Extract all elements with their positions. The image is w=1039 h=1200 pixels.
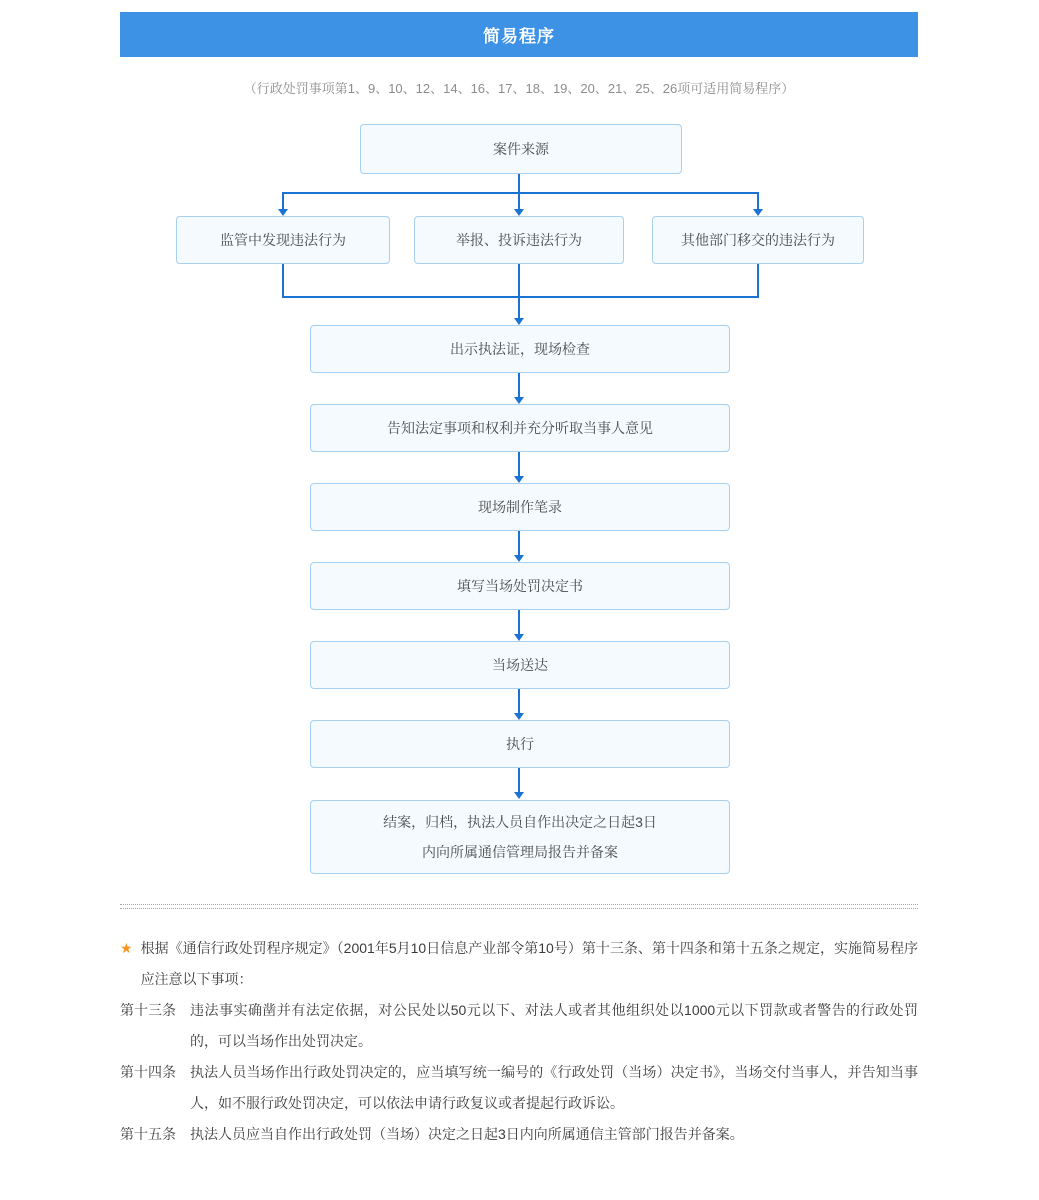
note-item-article-13 (120, 995, 918, 1057)
arrow-down-icon (514, 634, 524, 641)
flow-node-onsite-delivery: 当场送达 (310, 641, 730, 689)
arrow-down-icon (514, 318, 524, 325)
note-item-article-15 (120, 1119, 918, 1150)
arrow-down-icon (278, 209, 288, 216)
flow-node-close-case-line2: 内向所属通信管理局报告并备案 (422, 844, 618, 860)
flow-node-close-case (310, 800, 730, 874)
flow-node-inform-rights: 告知法定事项和权利并充分听取当事人意见 (310, 404, 730, 452)
flow-node-onsite-record: 现场制作笔录 (310, 483, 730, 531)
arrow-down-icon (514, 555, 524, 562)
connector-line (757, 192, 759, 210)
star-icon: ★ (120, 940, 133, 956)
note-item-article-14 (120, 1057, 918, 1119)
flow-node-branch-transfer: 其他部门移交的违法行为 (652, 216, 864, 264)
connector-line (518, 373, 520, 398)
notes-intro-text: 根据《通信行政处罚程序规定》（2001年5月10日信息产业部令第10号）第十三条、第十四条和第十五条之规定，实施简易程序应注意以下事项： (140, 940, 918, 987)
notes-section (120, 933, 918, 1150)
note-article-label: 第十四条 (120, 1064, 176, 1080)
connector-line (518, 768, 520, 793)
page-title: 简易程序 (483, 27, 555, 46)
connector-line (282, 192, 284, 210)
note-article-text: 违法事实确凿并有法定依据，对公民处以50元以下、对法人或者其他组织处以1000元以下罚款或者警告的行政处罚的，可以当场作出处罚决定。 (190, 1002, 918, 1049)
connector-line (518, 264, 520, 298)
dotted-separator (120, 904, 918, 909)
arrow-down-icon (753, 209, 763, 216)
connector-line (518, 610, 520, 635)
note-article-text: 执法人员应当自作出行政处罚（当场）决定之日起3日内向所属通信主管部门报告并备案。 (190, 1126, 744, 1142)
flow-node-branch-supervision: 监管中发现违法行为 (176, 216, 390, 264)
connector-line (518, 452, 520, 477)
arrow-down-icon (514, 792, 524, 799)
note-article-text: 执法人员当场作出行政处罚决定的，应当填写统一编号的《行政处罚（当场）决定书》，当场交付当事人，并告知当事人，如不服行政处罚决定，可以依法申请行政复议或者提起行政诉讼。 (190, 1064, 918, 1111)
flow-node-case-source: 案件来源 (360, 124, 682, 174)
connector-line (282, 296, 759, 298)
arrow-down-icon (514, 397, 524, 404)
notes-intro-row (120, 933, 918, 995)
flow-node-close-case-line1: 结案，归档，执法人员自作出决定之日起3日 (383, 814, 657, 830)
connector-line (282, 192, 759, 194)
connector-line (518, 174, 520, 192)
connector-line (518, 296, 520, 318)
connector-line (518, 192, 520, 210)
note-article-label: 第十三条 (120, 1002, 176, 1018)
page-subtitle: （行政处罚事项第1、9、10、12、14、16、17、18、19、20、21、25、26项可适用简易程序） (243, 81, 795, 96)
connector-line (518, 531, 520, 556)
note-article-label: 第十五条 (120, 1126, 176, 1142)
flow-node-show-credentials: 出示执法证，现场检查 (310, 325, 730, 373)
arrow-down-icon (514, 209, 524, 216)
flow-node-execute: 执行 (310, 720, 730, 768)
arrow-down-icon (514, 713, 524, 720)
header-bar (120, 12, 918, 57)
connector-line (282, 264, 284, 298)
arrow-down-icon (514, 476, 524, 483)
connector-line (518, 689, 520, 714)
flow-node-branch-report: 举报、投诉违法行为 (414, 216, 624, 264)
connector-line (757, 264, 759, 298)
flow-node-fill-decision: 填写当场处罚决定书 (310, 562, 730, 610)
